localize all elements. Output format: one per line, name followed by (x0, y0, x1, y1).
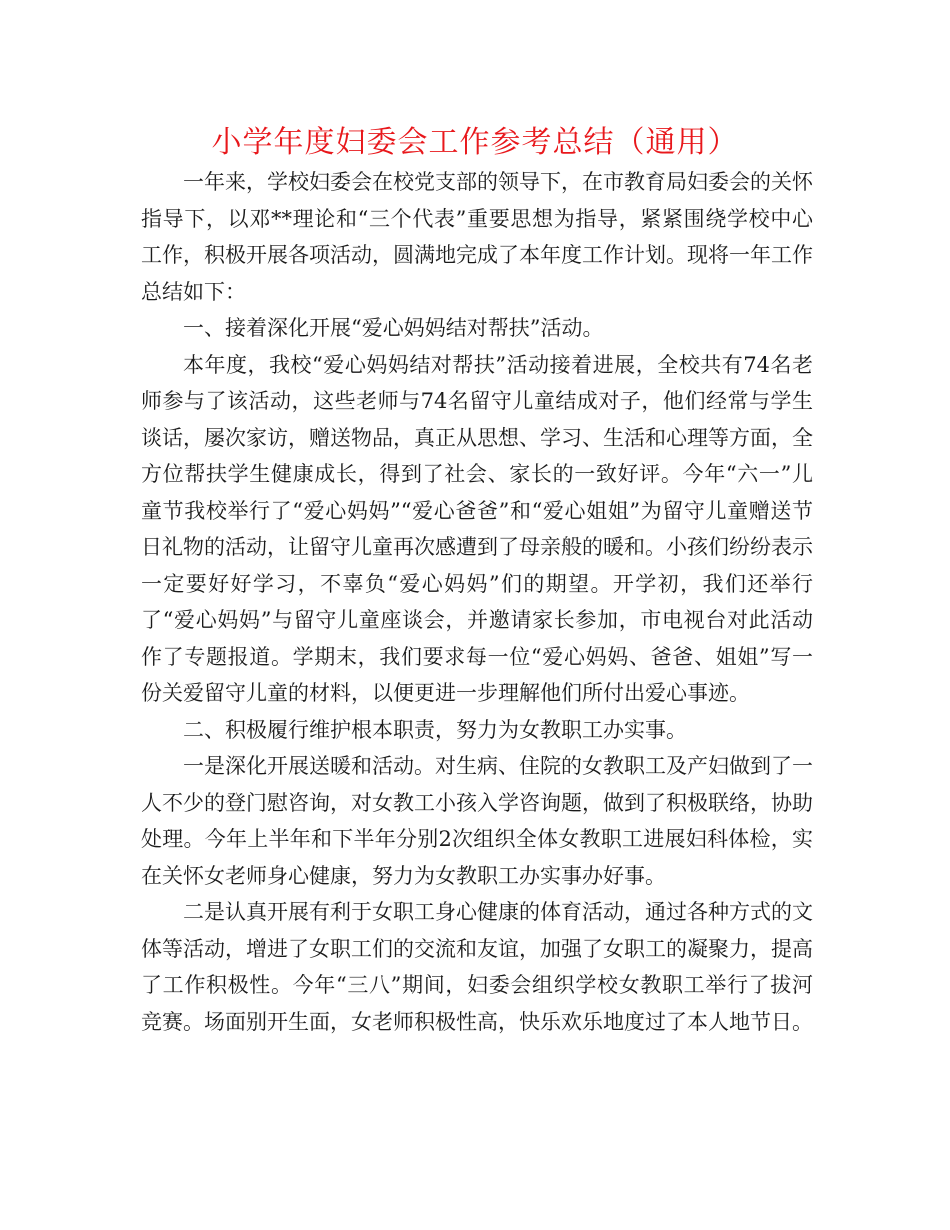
section-heading-1: 一、接着深化开展“爱心妈妈结对帮扶”活动。 (183, 316, 604, 340)
paragraph-intro: 一年来，学校妇委会在校党支部的领导下，在市教育局妇委会的关怀指导下，以邓**理论和“三个代表”重要思想为指导，紧紧围绕学校中心工作，积极开展各项活动，圆满地完成了本年度工作计划。现将一年工作总结如下： (141, 170, 813, 304)
paragraph-section-2-item-1: 一是深化开展送暖和活动。对生病、住院的女教职工及产妇做到了一人不少的登门慰咨询，对女教工小孩入学咨询题，做到了积极联络，协助处理。今年上半年和下半年分别2次组织全体女教职工进展妇科体检，实在关怀女老师身心健康，努力为女教职工办实事办好事。 (141, 754, 813, 888)
paragraph-section-2-item-2: 二是认真开展有利于女职工身心健康的体育活动，通过各种方式的文体等活动，增进了女职工们的交流和友谊，加强了女职工的凝聚力，提高了工作积极性。今年“三八”期间，妇委会组织学校女教职工举行了拔河竞赛。场面别开生面，女老师积极性高，快乐欢乐地度过了本人地节日。 (141, 900, 813, 1034)
paragraph-section-1: 本年度，我校“爱心妈妈结对帮扶”活动接着进展，全校共有74名老师参与了该活动，这些老师与74名留守儿童结成对子，他们经常与学生谈话，屡次家访，赠送物品，真正从思想、学习、生活和心理等方面，全方位帮扶学生健康成长，得到了社会、家长的一致好评。今年“六一”儿童节我校举行了“爱心妈妈”“爱心爸爸”和“爱心姐姐”为留守儿童赠送节日礼物的活动，让留守儿童再次感遭到了母亲般的暖和。小孩们纷纷表示一定要好好学习，不辜负“爱心妈妈”们的期望。开学初，我们还举行了“爱心妈妈”与留守儿童座谈会，并邀请家长参加，市电视台对此活动作了专题报道。学期末，我们要求每一位“爱心妈妈、爸爸、姐姐”写一份关爱留守儿童的材料，以便更进一步理解他们所付出爱心事迹。 (141, 352, 813, 705)
document-body (141, 164, 813, 1040)
section-heading-2: 二、积极履行维护根本职责，努力为女教职工办实事。 (183, 717, 687, 742)
document-title: 小学年度妇委会工作参考总结（通用） (211, 125, 739, 160)
